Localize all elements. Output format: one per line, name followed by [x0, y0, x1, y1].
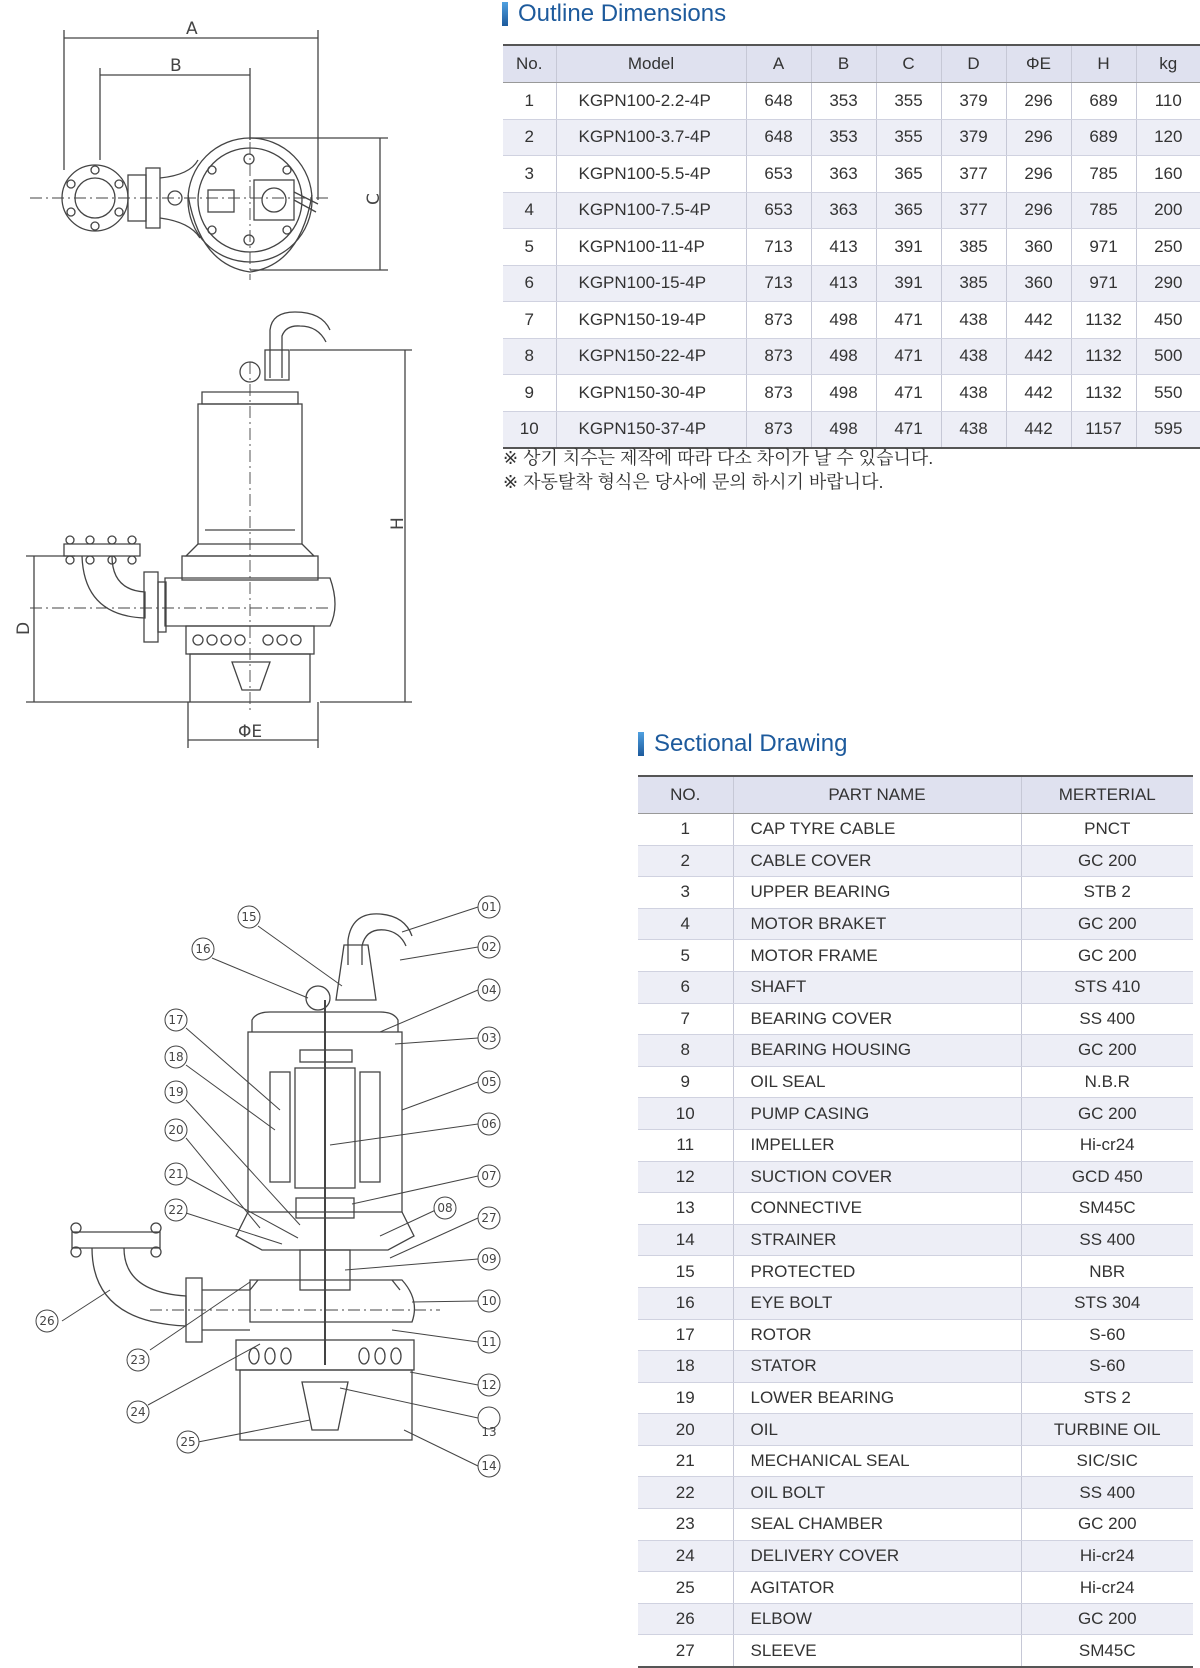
- table-row: [638, 1382, 1193, 1414]
- table-cell: SS 400: [1021, 1224, 1193, 1256]
- table-row: [503, 375, 1200, 412]
- table-cell: STATOR: [733, 1351, 1021, 1383]
- table-cell: 377: [941, 192, 1006, 229]
- outline-title: [502, 0, 726, 28]
- table-row: [638, 1319, 1193, 1351]
- table-cell: 689: [1071, 119, 1136, 156]
- table-cell: SHAFT: [733, 971, 1021, 1003]
- table-header-row: [638, 776, 1193, 814]
- callout-11: 11: [481, 1335, 497, 1349]
- table-cell: KGPN100-15-4P: [556, 265, 746, 302]
- table-cell: MOTOR FRAME: [733, 940, 1021, 972]
- table-cell: PNCT: [1021, 814, 1193, 846]
- side-view-drawing: [26, 312, 412, 748]
- table-cell: ROTOR: [733, 1319, 1021, 1351]
- table-cell: 500: [1136, 338, 1200, 375]
- table-cell: 365: [876, 192, 941, 229]
- table-row: [638, 1224, 1193, 1256]
- table-cell: SS 400: [1021, 1003, 1193, 1035]
- table-row: [638, 1572, 1193, 1604]
- table-row: [638, 1193, 1193, 1225]
- table-cell: 363: [811, 192, 876, 229]
- callout-03: 03: [481, 1031, 497, 1045]
- note-line: ※ 상기 치수는 제작에 따라 다소 차이가 날 수 있습니다.: [503, 448, 934, 468]
- table-row: [638, 908, 1193, 940]
- table-cell: 200: [1136, 192, 1200, 229]
- table-cell: 873: [746, 375, 811, 412]
- table-cell: 16: [638, 1287, 733, 1319]
- table-row: [503, 265, 1200, 302]
- table-cell: 653: [746, 192, 811, 229]
- table-cell: 10: [638, 1098, 733, 1130]
- table-cell: 689: [1071, 83, 1136, 120]
- table-cell: 18: [638, 1351, 733, 1383]
- title-bar-icon: [638, 732, 644, 756]
- table-cell: 24: [638, 1540, 733, 1572]
- table-cell: 595: [1136, 411, 1200, 448]
- table-cell: KGPN100-7.5-4P: [556, 192, 746, 229]
- table-cell: 2: [503, 119, 556, 156]
- table-cell: 1132: [1071, 302, 1136, 339]
- table-cell: 8: [638, 1035, 733, 1067]
- table-cell: 360: [1006, 265, 1071, 302]
- callout-16: 16: [195, 942, 211, 956]
- table-cell: 120: [1136, 119, 1200, 156]
- table-cell: 2: [638, 845, 733, 877]
- table-cell: KGPN150-22-4P: [556, 338, 746, 375]
- table-cell: CAP TYRE CABLE: [733, 814, 1021, 846]
- table-cell: 296: [1006, 156, 1071, 193]
- table-cell: 413: [811, 229, 876, 266]
- callout-08: 08: [437, 1201, 453, 1215]
- table-cell: 353: [811, 83, 876, 120]
- callout-10: 10: [481, 1294, 497, 1308]
- table-cell: 360: [1006, 229, 1071, 266]
- table-row: [638, 1351, 1193, 1383]
- table-cell: GC 200: [1021, 908, 1193, 940]
- dim-header-cell: ΦE: [1006, 45, 1071, 83]
- dim-header-cell: A: [746, 45, 811, 83]
- dim-label-e: ΦE: [238, 722, 263, 742]
- sectional-title-text: Sectional Drawing: [654, 730, 848, 757]
- table-cell: KGPN150-30-4P: [556, 375, 746, 412]
- table-cell: 498: [811, 411, 876, 448]
- table-cell: 498: [811, 375, 876, 412]
- table-cell: 438: [941, 302, 1006, 339]
- table-cell: 11: [638, 1129, 733, 1161]
- dim-label-d: D: [14, 621, 34, 635]
- table-cell: 250: [1136, 229, 1200, 266]
- table-cell: GC 200: [1021, 1509, 1193, 1541]
- table-cell: 413: [811, 265, 876, 302]
- table-cell: 3: [503, 156, 556, 193]
- table-row: [503, 192, 1200, 229]
- table-cell: 5: [638, 940, 733, 972]
- table-cell: 6: [638, 971, 733, 1003]
- table-header-row: [503, 45, 1200, 83]
- table-cell: 971: [1071, 265, 1136, 302]
- table-cell: 9: [638, 1066, 733, 1098]
- table-cell: 6: [503, 265, 556, 302]
- table-cell: 23: [638, 1509, 733, 1541]
- table-cell: 3: [638, 877, 733, 909]
- table-cell: 471: [876, 338, 941, 375]
- table-row: [638, 1635, 1193, 1667]
- table-cell: KGPN100-5.5-4P: [556, 156, 746, 193]
- callout-01: 01: [481, 900, 497, 914]
- table-row: [503, 411, 1200, 448]
- table-cell: 385: [941, 229, 1006, 266]
- table-row: [503, 229, 1200, 266]
- table-cell: 785: [1071, 156, 1136, 193]
- table-cell: 355: [876, 119, 941, 156]
- part-header-cell: NO.: [638, 776, 733, 814]
- callout-17: 17: [168, 1013, 184, 1027]
- table-row: [638, 940, 1193, 972]
- table-cell: 27: [638, 1635, 733, 1667]
- table-cell: TURBINE OIL: [1021, 1414, 1193, 1446]
- table-cell: 296: [1006, 119, 1071, 156]
- table-row: [638, 1098, 1193, 1130]
- callout-14: 14: [481, 1459, 497, 1473]
- dim-header-cell: Model: [556, 45, 746, 83]
- parts-table: [638, 775, 1193, 1668]
- table-cell: IMPELLER: [733, 1129, 1021, 1161]
- table-cell: 22: [638, 1477, 733, 1509]
- table-cell: 498: [811, 338, 876, 375]
- callout-15: 15: [241, 910, 257, 924]
- table-row: [638, 877, 1193, 909]
- table-cell: KGPN100-11-4P: [556, 229, 746, 266]
- dim-header-cell: H: [1071, 45, 1136, 83]
- table-cell: 10: [503, 411, 556, 448]
- table-row: [503, 83, 1200, 120]
- callout-25: 25: [180, 1435, 196, 1449]
- callout-23: 23: [130, 1353, 146, 1367]
- table-cell: 110: [1136, 83, 1200, 120]
- table-cell: 14: [638, 1224, 733, 1256]
- table-cell: 713: [746, 265, 811, 302]
- table-cell: 391: [876, 229, 941, 266]
- dim-header-cell: B: [811, 45, 876, 83]
- table-row: [638, 1603, 1193, 1635]
- table-cell: 4: [638, 908, 733, 940]
- dim-label-a: A: [186, 19, 198, 39]
- table-cell: LOWER BEARING: [733, 1382, 1021, 1414]
- table-cell: 355: [876, 83, 941, 120]
- table-cell: 160: [1136, 156, 1200, 193]
- table-cell: BEARING COVER: [733, 1003, 1021, 1035]
- table-cell: STS 2: [1021, 1382, 1193, 1414]
- table-row: [503, 302, 1200, 339]
- table-cell: MOTOR BRAKET: [733, 908, 1021, 940]
- table-cell: 442: [1006, 302, 1071, 339]
- table-cell: KGPN100-2.2-4P: [556, 83, 746, 120]
- dim-label-b: B: [170, 56, 182, 76]
- table-cell: 498: [811, 302, 876, 339]
- table-cell: AGITATOR: [733, 1572, 1021, 1604]
- table-cell: GCD 450: [1021, 1161, 1193, 1193]
- callout-21: 21: [168, 1167, 184, 1181]
- callout-19: 19: [168, 1085, 184, 1099]
- dim-label-h: H: [388, 517, 408, 530]
- dim-header-cell: No.: [503, 45, 556, 83]
- table-row: [638, 845, 1193, 877]
- top-view-drawing: [30, 30, 388, 280]
- table-cell: SM45C: [1021, 1635, 1193, 1667]
- table-cell: 385: [941, 265, 1006, 302]
- table-cell: 653: [746, 156, 811, 193]
- table-cell: S-60: [1021, 1351, 1193, 1383]
- outline-title-text: Outline Dimensions: [518, 0, 727, 27]
- table-cell: BEARING HOUSING: [733, 1035, 1021, 1067]
- table-row: [638, 971, 1193, 1003]
- dimension-labels: [14, 19, 408, 742]
- table-cell: 438: [941, 375, 1006, 412]
- table-row: [638, 1509, 1193, 1541]
- table-cell: 12: [638, 1161, 733, 1193]
- table-cell: Hi-cr24: [1021, 1129, 1193, 1161]
- part-header-cell: MERTERIAL: [1021, 776, 1193, 814]
- table-cell: 26: [638, 1603, 733, 1635]
- dim-header-cell: D: [941, 45, 1006, 83]
- table-row: [638, 1414, 1193, 1446]
- table-cell: GC 200: [1021, 940, 1193, 972]
- outline-notes: [503, 446, 933, 494]
- table-cell: 1: [638, 814, 733, 846]
- table-row: [638, 1287, 1193, 1319]
- callout-24: 24: [130, 1405, 146, 1419]
- callout-04: 04: [481, 983, 497, 997]
- table-cell: 21: [638, 1445, 733, 1477]
- table-row: [638, 1540, 1193, 1572]
- table-row: [638, 1256, 1193, 1288]
- table-cell: 7: [638, 1003, 733, 1035]
- table-cell: GC 200: [1021, 845, 1193, 877]
- callout-09: 09: [481, 1252, 497, 1266]
- table-cell: EYE BOLT: [733, 1287, 1021, 1319]
- callout-leaders: [62, 907, 478, 1466]
- table-cell: OIL BOLT: [733, 1477, 1021, 1509]
- table-row: [638, 1003, 1193, 1035]
- table-cell: SLEEVE: [733, 1635, 1021, 1667]
- table-cell: STS 304: [1021, 1287, 1193, 1319]
- table-cell: KGPN150-37-4P: [556, 411, 746, 448]
- table-cell: 296: [1006, 83, 1071, 120]
- title-bar-icon: [502, 2, 508, 26]
- table-row: [503, 119, 1200, 156]
- dim-header-cell: C: [876, 45, 941, 83]
- table-cell: 391: [876, 265, 941, 302]
- table-cell: 550: [1136, 375, 1200, 412]
- table-cell: 648: [746, 83, 811, 120]
- table-cell: 1132: [1071, 375, 1136, 412]
- table-cell: 450: [1136, 302, 1200, 339]
- table-cell: NBR: [1021, 1256, 1193, 1288]
- table-cell: 471: [876, 302, 941, 339]
- table-cell: GC 200: [1021, 1035, 1193, 1067]
- table-cell: KGPN100-3.7-4P: [556, 119, 746, 156]
- callout-05: 05: [481, 1075, 497, 1089]
- table-cell: CONNECTIVE: [733, 1193, 1021, 1225]
- callout-20: 20: [168, 1123, 184, 1137]
- table-cell: ELBOW: [733, 1603, 1021, 1635]
- table-cell: 471: [876, 375, 941, 412]
- table-row: [638, 1445, 1193, 1477]
- table-cell: 785: [1071, 192, 1136, 229]
- table-cell: 379: [941, 83, 1006, 120]
- callout-26: 26: [39, 1314, 55, 1328]
- table-cell: 1157: [1071, 411, 1136, 448]
- table-row: [638, 1066, 1193, 1098]
- table-cell: STB 2: [1021, 877, 1193, 909]
- table-cell: S-60: [1021, 1319, 1193, 1351]
- table-cell: PROTECTED: [733, 1256, 1021, 1288]
- table-cell: 25: [638, 1572, 733, 1604]
- table-cell: 1: [503, 83, 556, 120]
- table-cell: 873: [746, 338, 811, 375]
- table-cell: 15: [638, 1256, 733, 1288]
- table-cell: SUCTION COVER: [733, 1161, 1021, 1193]
- table-cell: CABLE COVER: [733, 845, 1021, 877]
- table-cell: KGPN150-19-4P: [556, 302, 746, 339]
- callout-13: 13: [481, 1425, 497, 1439]
- table-cell: 379: [941, 119, 1006, 156]
- table-cell: 442: [1006, 375, 1071, 412]
- table-cell: 377: [941, 156, 1006, 193]
- table-cell: PUMP CASING: [733, 1098, 1021, 1130]
- table-row: [638, 1129, 1193, 1161]
- table-cell: 353: [811, 119, 876, 156]
- table-cell: 873: [746, 411, 811, 448]
- table-cell: 971: [1071, 229, 1136, 266]
- table-cell: STRAINER: [733, 1224, 1021, 1256]
- table-cell: 648: [746, 119, 811, 156]
- table-cell: GC 200: [1021, 1603, 1193, 1635]
- callout-27: 27: [481, 1211, 497, 1225]
- table-cell: 9: [503, 375, 556, 412]
- sectional-title: [638, 730, 847, 758]
- table-cell: 363: [811, 156, 876, 193]
- table-cell: 8: [503, 338, 556, 375]
- table-cell: 5: [503, 229, 556, 266]
- outline-dimensions-table: [503, 44, 1200, 449]
- table-cell: 873: [746, 302, 811, 339]
- note-line: ※ 자동탈착 형식은 당사에 문의 하시기 바랍니다.: [503, 472, 884, 492]
- table-cell: 471: [876, 411, 941, 448]
- table-cell: UPPER BEARING: [733, 877, 1021, 909]
- table-cell: 17: [638, 1319, 733, 1351]
- callout-07: 07: [481, 1169, 497, 1183]
- table-cell: GC 200: [1021, 1098, 1193, 1130]
- table-cell: 7: [503, 302, 556, 339]
- table-row: [503, 156, 1200, 193]
- callout-06: 06: [481, 1117, 497, 1131]
- table-cell: MECHANICAL SEAL: [733, 1445, 1021, 1477]
- table-row: [503, 338, 1200, 375]
- table-cell: STS 410: [1021, 971, 1193, 1003]
- table-cell: Hi-cr24: [1021, 1540, 1193, 1572]
- table-cell: Hi-cr24: [1021, 1572, 1193, 1604]
- table-cell: N.B.R: [1021, 1066, 1193, 1098]
- table-cell: 365: [876, 156, 941, 193]
- table-cell: 438: [941, 411, 1006, 448]
- part-header-cell: PART NAME: [733, 776, 1021, 814]
- dim-header-cell: kg: [1136, 45, 1200, 83]
- callout-18: 18: [168, 1050, 184, 1064]
- table-cell: 442: [1006, 338, 1071, 375]
- callout-12: 12: [481, 1378, 497, 1392]
- table-cell: OIL: [733, 1414, 1021, 1446]
- table-row: [638, 1477, 1193, 1509]
- table-cell: 296: [1006, 192, 1071, 229]
- callout-02: 02: [481, 940, 497, 954]
- table-cell: SM45C: [1021, 1193, 1193, 1225]
- table-cell: OIL SEAL: [733, 1066, 1021, 1098]
- dim-label-c: C: [364, 193, 384, 205]
- table-cell: 290: [1136, 265, 1200, 302]
- table-cell: 1132: [1071, 338, 1136, 375]
- table-cell: SEAL CHAMBER: [733, 1509, 1021, 1541]
- table-row: [638, 1035, 1193, 1067]
- table-cell: 13: [638, 1193, 733, 1225]
- table-cell: 4: [503, 192, 556, 229]
- table-row: [638, 1161, 1193, 1193]
- table-cell: SS 400: [1021, 1477, 1193, 1509]
- callout-22: 22: [168, 1203, 184, 1217]
- table-cell: 20: [638, 1414, 733, 1446]
- table-cell: 713: [746, 229, 811, 266]
- table-cell: 19: [638, 1382, 733, 1414]
- table-cell: 438: [941, 338, 1006, 375]
- table-row: [638, 814, 1193, 846]
- table-cell: DELIVERY COVER: [733, 1540, 1021, 1572]
- table-cell: 442: [1006, 411, 1071, 448]
- table-cell: SIC/SIC: [1021, 1445, 1193, 1477]
